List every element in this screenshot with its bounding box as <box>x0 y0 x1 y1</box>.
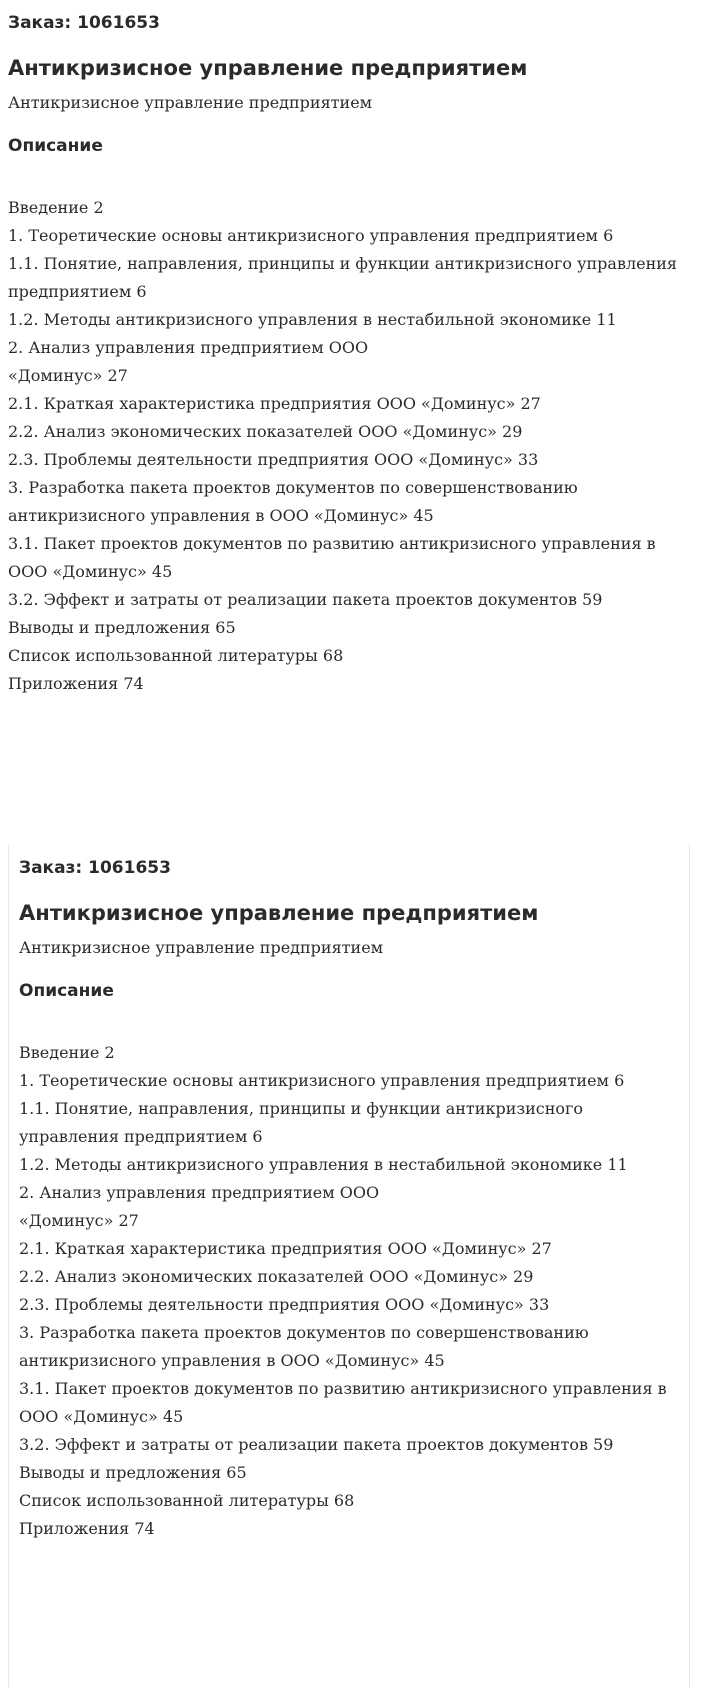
toc-item: 1.2. Методы антикризисного управления в нестабильной экономике 11 <box>19 1155 628 1174</box>
table-of-contents <box>8 194 698 698</box>
toc-item: Выводы и предложения 65 <box>19 1463 247 1482</box>
toc-item: 3.2. Эффект и затраты от реализации пакета проектов документов 59 <box>19 1435 614 1454</box>
toc-item: 2.2. Анализ экономических показателей ООО «Доминус» 29 <box>19 1267 534 1286</box>
description-heading: Описание <box>8 136 103 156</box>
toc-item: Введение 2 <box>8 198 104 217</box>
page-subtitle: Антикризисное управление предприятием <box>8 93 373 112</box>
toc-item: 1.1. Понятие, направления, принципы и функции антикризисного управления предприятием 6 <box>19 1099 584 1146</box>
toc-item: Список использованной литературы 68 <box>8 646 344 665</box>
toc-item: 1.2. Методы антикризисного управления в нестабильной экономике 11 <box>8 310 617 329</box>
toc-item: «Доминус» 27 <box>8 366 128 385</box>
description-heading: Описание <box>19 981 114 1001</box>
toc-item: 2. Анализ управления предприятием ООО <box>19 1183 380 1202</box>
table-of-contents <box>19 1039 689 1543</box>
toc-item: 2.2. Анализ экономических показателей ООО «Доминус» 29 <box>8 422 523 441</box>
toc-item: 3.1. Пакет проектов документов по развитию антикризисного управления в ООО «Доминус» 45 <box>8 534 656 581</box>
page-title: Антикризисное управление предприятием <box>8 56 528 80</box>
toc-item: 1.1. Понятие, направления, принципы и функции антикризисного управления предприятием 6 <box>8 254 678 301</box>
page-subtitle: Антикризисное управление предприятием <box>19 938 384 957</box>
toc-item: Приложения 74 <box>8 674 144 693</box>
toc-item: Приложения 74 <box>19 1519 155 1538</box>
toc-item: 2.3. Проблемы деятельности предприятия ООО «Доминус» 33 <box>8 450 539 469</box>
toc-item: 2.3. Проблемы деятельности предприятия ООО «Доминус» 33 <box>19 1295 550 1314</box>
toc-item: 3. Разработка пакета проектов документов по совершенствованию антикризисного управления в ООО «Доминус» 45 <box>8 478 578 525</box>
toc-item: Введение 2 <box>19 1043 115 1062</box>
toc-item: 3.1. Пакет проектов документов по развитию антикризисного управления в ООО «Доминус» 45 <box>19 1379 667 1426</box>
order-card-bottom <box>8 845 690 1688</box>
toc-item: Выводы и предложения 65 <box>8 618 236 637</box>
order-number: Заказ: 1061653 <box>8 13 160 33</box>
order-number: Заказ: 1061653 <box>19 858 171 878</box>
toc-item: 1. Теоретические основы антикризисного управления предприятием 6 <box>19 1071 625 1090</box>
toc-item: 3. Разработка пакета проектов документов по совершенствованию антикризисного управления в ООО «Доминус» 45 <box>19 1323 589 1370</box>
toc-item: 2.1. Краткая характеристика предприятия ООО «Доминус» 27 <box>19 1239 552 1258</box>
toc-item: «Доминус» 27 <box>19 1211 139 1230</box>
order-card-top <box>8 8 698 698</box>
toc-item: 1. Теоретические основы антикризисного управления предприятием 6 <box>8 226 614 245</box>
page-title: Антикризисное управление предприятием <box>19 901 539 925</box>
toc-item: 2. Анализ управления предприятием ООО <box>8 338 369 357</box>
toc-item: 2.1. Краткая характеристика предприятия ООО «Доминус» 27 <box>8 394 541 413</box>
toc-item: Список использованной литературы 68 <box>19 1491 355 1510</box>
toc-item: 3.2. Эффект и затраты от реализации пакета проектов документов 59 <box>8 590 603 609</box>
